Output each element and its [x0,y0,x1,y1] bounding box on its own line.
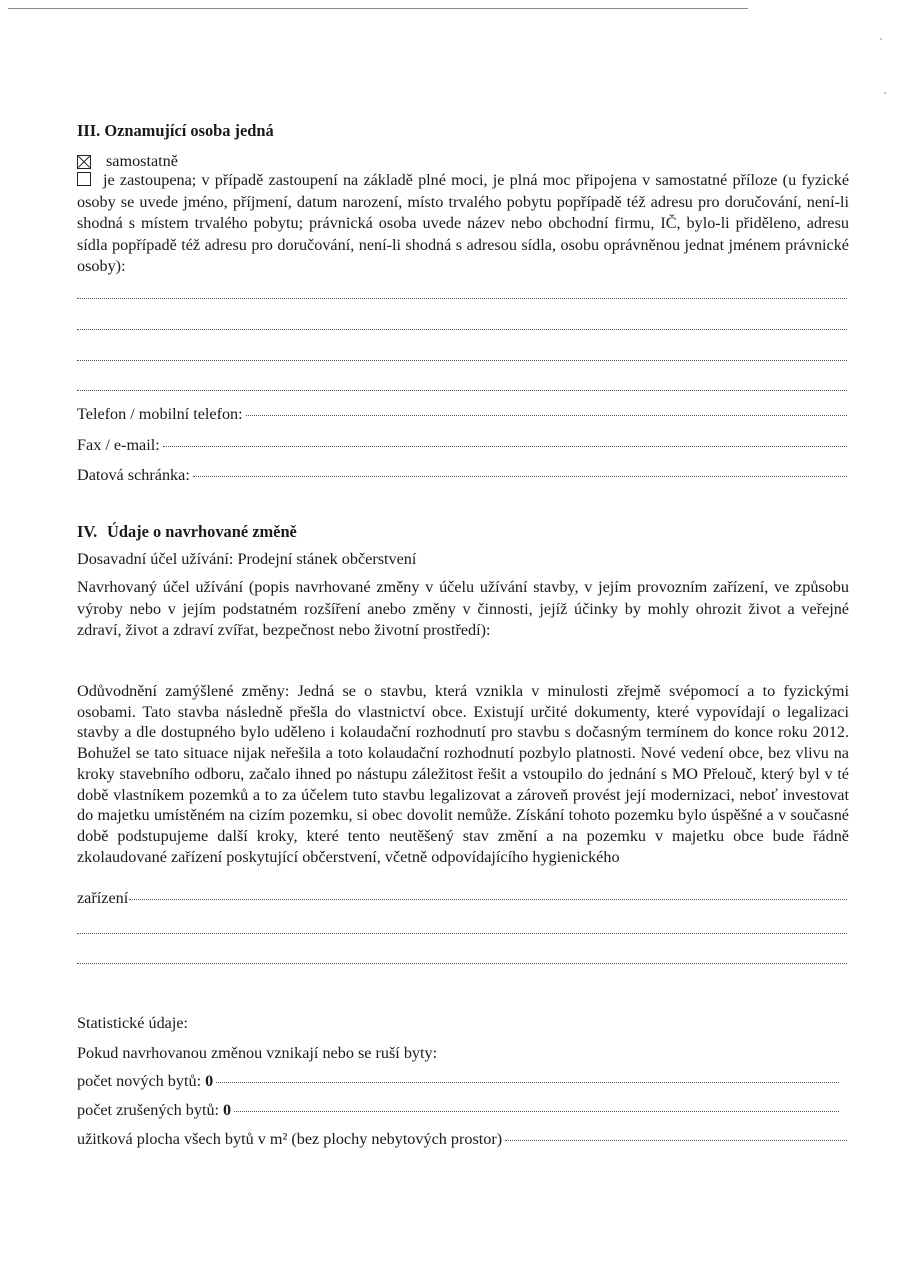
new-flats-field[interactable] [77,1072,839,1091]
current-use: Dosavadní účel užívání: Prodejní stánek občerstvení [77,550,417,568]
justification: Odůvodnění zamýšlené změny: Jedná se o stavbu, která vznikla v minulosti zřejmě svépomocí a to fyzickými osobami. Tato stavba následně přešla do vlastnictví obce. Existují určité dokumenty, které vypovídají o legalizaci stavby a dle dostupného bylo uděleno i kolaudační rozhodnutí pro stavbu s dočasným termínem do konce roku 2012. Bohužel se tato situace nijak neřešila a toto kolaudační rozhodnutí pozbylo platnosti. Nové vedení obce, bez vlivu na kroky stavebního odboru, začalo ihned po nástupu záležitost řešit a vstoupilo do jednání s MO Přelouč, který byl v té době vlastníkem pozemků a to za účelem tuto stavbu legalizovat a zároveň provést její modernizaci, neboť investovat do majetku umístěném na cizím pozemku, si obec dovolit nemůže. Získání tohoto pozemku bylo úspěšné a v současné době podstupujeme další kroky, které tento neutěšený stav změní a na pozemku v majetku obce bude řádně zkolaudované zařízení poskytující občerstvení, včetně odpovídajícího hygienického [77,682,849,866]
scan-top-rule [8,8,748,9]
option-independent[interactable] [77,152,178,171]
new-flats-label: počet nových bytů: [77,1072,202,1090]
option-independent-label: samostatně [106,152,178,170]
section4-title: Údaje o navrhované změně [107,522,297,541]
justification-tail [77,889,847,908]
checkbox-represented[interactable] [77,172,91,186]
databox-field[interactable] [77,466,847,485]
phone-field[interactable] [77,405,847,424]
justification-fill[interactable] [129,899,847,900]
removed-flats-fill[interactable] [234,1111,839,1112]
removed-flats-field[interactable] [77,1101,839,1120]
phone-fill[interactable] [246,415,847,416]
fill-line[interactable] [77,963,847,964]
fax-email-fill[interactable] [163,446,847,447]
floor-area-fill[interactable] [505,1140,847,1141]
section4-heading [77,522,297,542]
fax-email-label: Fax / e-mail: [77,436,160,454]
fax-email-field[interactable] [77,436,847,455]
floor-area-field[interactable] [77,1130,847,1149]
phone-label: Telefon / mobilní telefon: [77,405,243,423]
section3-heading: III. Oznamující osoba jedná [77,121,274,140]
removed-flats-label: počet zrušených bytů: [77,1101,220,1119]
checkbox-independent[interactable] [77,155,91,169]
proposed-use: Navrhovaný účel užívání (popis navrhované změny v účelu užívání stavby, v jejím provozním zařízení, ve způsobu výroby nebo v jejím podstatném rozšíření anebo změny v činnosti, jejíž účinky by mohly ohrozit život a veřejné zdraví, život a zdraví zvířat, bezpečnost nebo životní prostředí): [77,578,849,640]
fill-line[interactable] [77,298,847,299]
removed-flats-value[interactable]: 0 [223,1101,232,1119]
scan-speck [884,92,886,94]
stats-heading: Statistické údaje: [77,1014,189,1032]
databox-label: Datová schránka: [77,466,190,484]
scan-speck [880,38,882,40]
new-flats-fill[interactable] [216,1082,839,1083]
option-represented-label: je zastoupena; v případě zastoupení na základě plné moci, je plná moc připojena v samostatné příloze (u fyzické osoby se uvede jméno, příjmení, datum narození, místo trvalého pobytu popřípadě též adresu pro doručování, není-li shodná s místem trvalého pobytu; právnická osoba uvede název nebo obchodní firmu, IČ, bylo-li přiděleno, adresu sídla popřípadě též adresu pro doručování, není-li shodná s adresou sídla, osobu oprávněnou jednat jménem právnické osoby): [77,171,849,276]
floor-area-label: užitková plocha všech bytů v m² (bez plochy nebytových prostor) [77,1130,503,1148]
new-flats-value[interactable]: 0 [205,1072,214,1090]
fill-line[interactable] [77,390,847,391]
fill-line[interactable] [77,933,847,934]
fill-line[interactable] [77,360,847,361]
stats-intro: Pokud navrhovanou změnou vznikají nebo se ruší byty: [77,1044,438,1062]
section4-number: IV. [77,522,98,541]
option-represented[interactable] [77,170,849,278]
databox-fill[interactable] [193,476,847,477]
justification-tail-text: zařízení [77,889,129,907]
fill-line[interactable] [77,329,847,330]
